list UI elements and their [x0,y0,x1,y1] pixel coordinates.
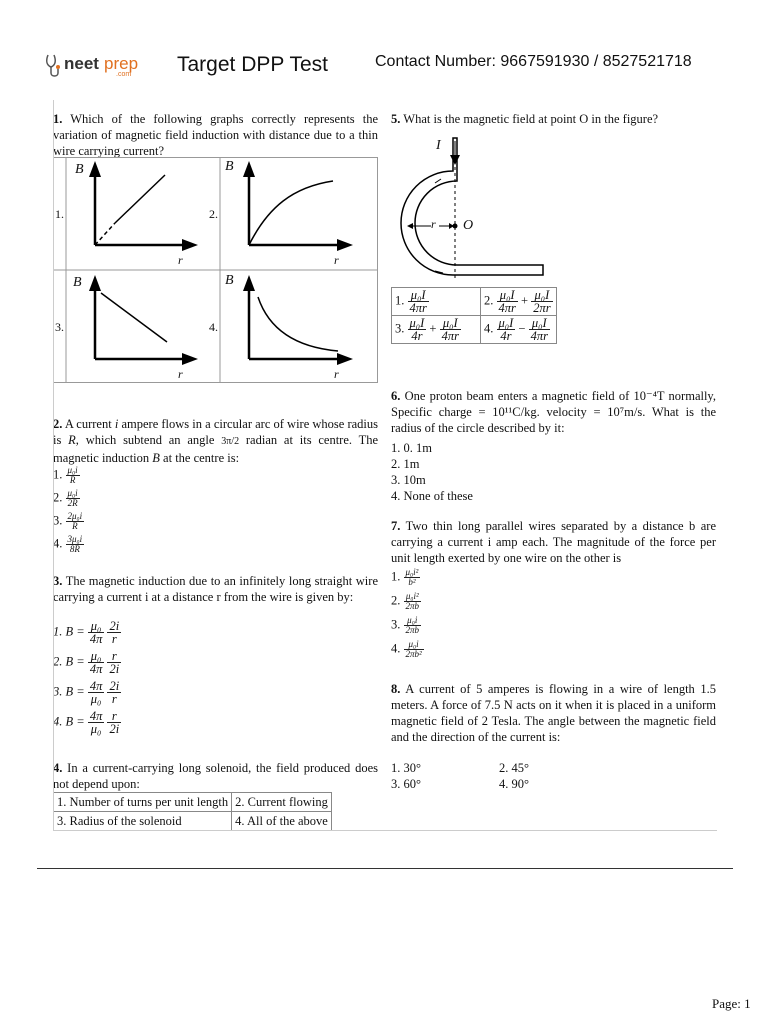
page-title: Target DPP Test [177,53,328,76]
question-8: 8. A current of 5 amperes is flowing in a wire of length 1.5 meters. A force of 7.5 N acts on it when it is placed in a uniform magnetic field of 2 Tesla. The angle between the magnetic field and the direction of the current is: [391,682,716,744]
q4-options-table [53,792,332,831]
q1-axis-b-4: B [225,273,234,288]
q1-graph-grid [53,157,378,383]
contact-number: Contact Number: 9667591930 / 8527521718 [375,53,692,70]
q5-fig-current-label: I [436,138,441,153]
q1-axis-b-1: B [75,162,84,177]
q7-option-4[interactable]: 4. $\frac{\text{μ₀i}}{\text{2πb²}}$ [391,639,422,659]
q1-graph-label-4: 4. [209,320,218,334]
stethoscope-icon [44,52,66,80]
q1-axis-b-3: B [73,275,82,290]
q1-axis-b-2: B [225,159,234,174]
q8-option-3[interactable]: 3. 60° [391,777,421,791]
q1-graph-label-1: 1. [55,207,64,221]
q1-axis-r-3: r [178,367,183,381]
footer-divider [37,868,733,869]
logo-prep: prep [104,54,139,73]
q7-option-2[interactable]: 2. $\frac{\text{μ₀i²}}{2\pi b}$ [391,591,420,611]
q5-options-table [391,287,557,344]
q3-option-1[interactable]: 1. B = $\frac{\text{μ₀}}{4\pi}$ $\frac{2i}{r}$ [53,619,120,646]
q1-axis-r-2: r [334,253,339,267]
q2-option-2[interactable]: 2. $\frac{\text{μ₀i}}{2R}$ [53,488,78,508]
q6-option-3[interactable]: 3. 10m [391,473,426,487]
q8-option-2[interactable]: 2. 45° [499,761,529,775]
q4-option-4[interactable]: 4. All of the above [232,812,332,831]
q5-fig-radius-label: r [431,217,436,231]
q4-option-3[interactable]: 3. Radius of the solenoid [54,812,232,831]
q3-option-4[interactable]: 4. B = $\frac{4\pi}{\text{μ₀}}$ $\frac{r}{2i}$ [53,709,120,736]
q8-option-1[interactable]: 1. 30° [391,761,421,775]
question-4: 4. In a current-carrying long solenoid, the field produced does not depend upon: [53,761,379,791]
q8-option-4[interactable]: 4. 90° [499,777,529,791]
q6-options [391,440,473,504]
q2-option-4[interactable]: 4. $\frac{\text{3μ₀i}}{8R}$ [53,534,83,554]
q1-axis-r-4: r [334,367,339,381]
question-5: 5. What is the magnetic field at point O in the figure? [391,112,659,126]
q6-option-4[interactable]: 4. None of these [391,489,473,503]
q8-options [391,760,591,794]
page-number: Page: 1 [712,996,751,1011]
question-3: 3. The magnetic induction due to an infinitely long straight wire carrying a current i at a distance r from the wire is given by: [53,574,378,604]
logo [44,52,144,80]
logo-neet: neet [64,54,99,73]
q3-option-3[interactable]: 3. B = $\frac{4\pi}{\text{μ₀}}$ $\frac{2i}{r}$ [53,679,120,706]
q7-option-1[interactable]: 1. $\frac{\text{μ₀i²}}{\text{b²}}$ [391,567,419,587]
q7-option-3[interactable]: 3. $\frac{\text{μ₀i}}{2\pi b}$ [391,615,420,635]
q4-option-2[interactable]: 2. Current flowing [232,793,332,812]
q4-option-1[interactable]: 1. Number of turns per unit length [54,793,232,812]
logo-sub: .com [116,71,132,78]
q5-wire-diagram [395,133,555,288]
q6-option-1[interactable]: 1. 0. 1m [391,441,432,455]
q6-option-2[interactable]: 2. 1m [391,457,420,471]
q1-graph-label-3: 3. [55,320,64,334]
q5-option-1[interactable]: 1. $\frac{\text{μ₀I}}{4\pi r}$ [392,288,481,316]
q2-option-1[interactable]: 1. $\frac{\text{μ₀i}}{R}$ [53,465,78,485]
q5-option-3[interactable]: 3. $\frac{\text{μ₀I}}{4r}$ + $\frac{\text{μ₀I}}{4\pi r}$ [392,316,481,344]
content-bottom-border [53,830,717,831]
q3-option-2[interactable]: 2. B = $\frac{\text{μ₀}}{4\pi}$ $\frac{r}{2i}$ [53,649,120,676]
q2-option-3[interactable]: 3. $\frac{\text{2μ₀i}}{R}$ [53,511,83,531]
q1-graphs [53,157,378,383]
question-1: 1. Which of the following graphs correctly represents the variation of magnetic field induction with distance due to a thin wire carrying current? [53,112,378,158]
question-2: 2. A current i ampere flows in a circular arc of wire whose radius is R, which subtend an angle 3π/2 radian at its centre. The magnetic induction B at the centre is: [53,417,379,465]
content-border [53,100,55,830]
q5-option-2[interactable]: 2. $\frac{\text{μ₀I}}{4\pi r}$ + $\frac{\text{μ₀I}}{2\pi r}$ [481,288,557,316]
q1-axis-r-1: r [178,253,183,267]
q1-graph-label-2: 2. [209,207,218,221]
question-7: 7. Two thin long parallel wires separated by a distance b are carrying a current i amp each. The magnitude of the force per unit length exerted by one wire on the other is [391,519,716,565]
q5-option-4[interactable]: 4. $\frac{\text{μ₀I}}{4r}$ − $\frac{\text{μ₀I}}{4\pi r}$ [481,316,557,344]
question-6: 6. One proton beam enters a magnetic field of 10⁻⁴T normally, Specific charge = 10¹¹C/kg. velocity = 10⁷m/s. What is the radius of the circle described by it: [391,389,716,435]
q5-figure [395,133,555,288]
q5-fig-point-label: O [463,218,474,233]
